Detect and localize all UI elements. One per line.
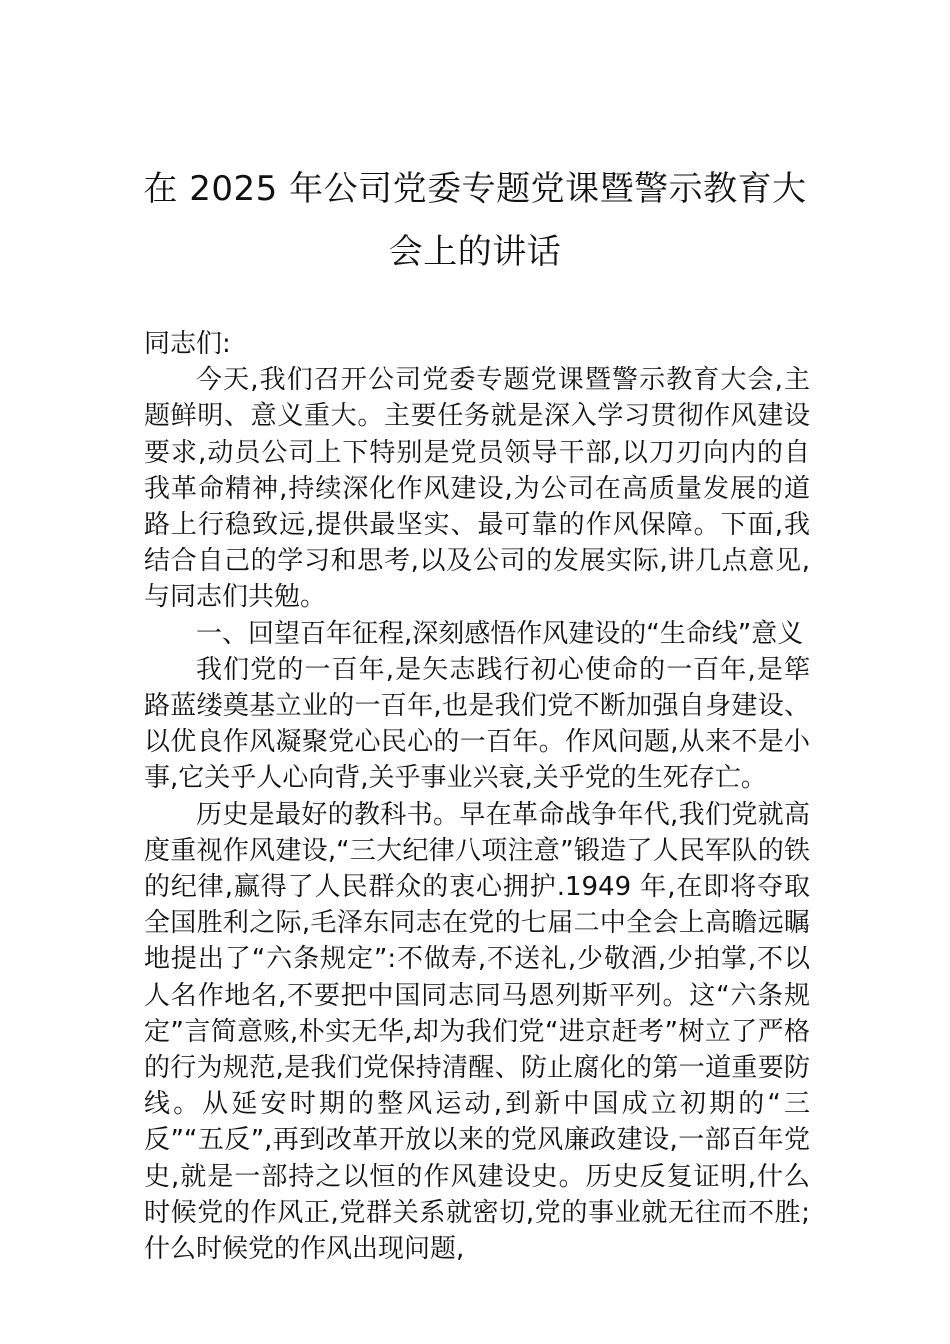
salutation: 同志们: xyxy=(144,329,231,359)
paragraph-history-2: 历史是最好的教科书。早在革命战争年代,我们党就高度重视作风建设,“三大纪律八项注意”锻造了人民军队的铁的纪律,赢得了人民群众的衷心拥护.1949 年,在即将夺取全国胜利之际,毛泽东同志在党的七届二中全会上高瞻远瞩地提出了“六条规定”:不做寿,不送礼,少敬酒,少拍掌,不以人名作地名,不要把中国同志同马恩列斯平列。这“六条规定”言简意赅,朴实无华,却为我们党“进京赶考”树立了严格的行为规范,是我们党保持清醒、防止腐化的第一道重要防线。从延安时期的整风运动,到新中国成立初期的“三反”“五反”,再到改革开放以来的党风廉政建设,一部百年党史,就是一部持之以恒的作风建设史。历史反复证明,什么时候党的作风正,党群关系就密切,党的事业就无往而不胜;什么时候党的作风出现问题, xyxy=(144,799,810,1265)
section-heading-1: 一、回望百年征程,深刻感悟作风建设的“生命线”意义 xyxy=(196,618,804,649)
paragraph-history-1: 我们党的一百年,是矢志践行初心使命的一百年,是筚路蓝缕奠基立业的一百年,也是我们党不断加强自身建设、以优良作风凝聚党心民心的一百年。作风问题,从来不是小事,它关乎人心向背,关乎事业兴衰,关乎党的生死存亡。 xyxy=(144,654,810,794)
document-body xyxy=(144,326,810,1267)
title-line-2: 会上的讲话 xyxy=(388,232,562,272)
paragraph-intro: 今天,我们召开公司党委专题党课暨警示教育大会,主题鲜明、意义重大。主要任务就是深入学习贯彻作风建设要求,动员公司上下特别是党员领导干部,以刀刃向内的自我革命精神,持续深化作风建设,为公司在高质量发展的道路上行稳致远,提供最坚实、最可靠的作风保障。下面,我结合自己的学习和思考,以及公司的发展实际,讲几点意见,与同志们共勉。 xyxy=(144,365,810,613)
title-line-1: 在 2025 年公司党委专题党课暨警示教育大 xyxy=(143,169,807,209)
document-title xyxy=(140,158,810,284)
